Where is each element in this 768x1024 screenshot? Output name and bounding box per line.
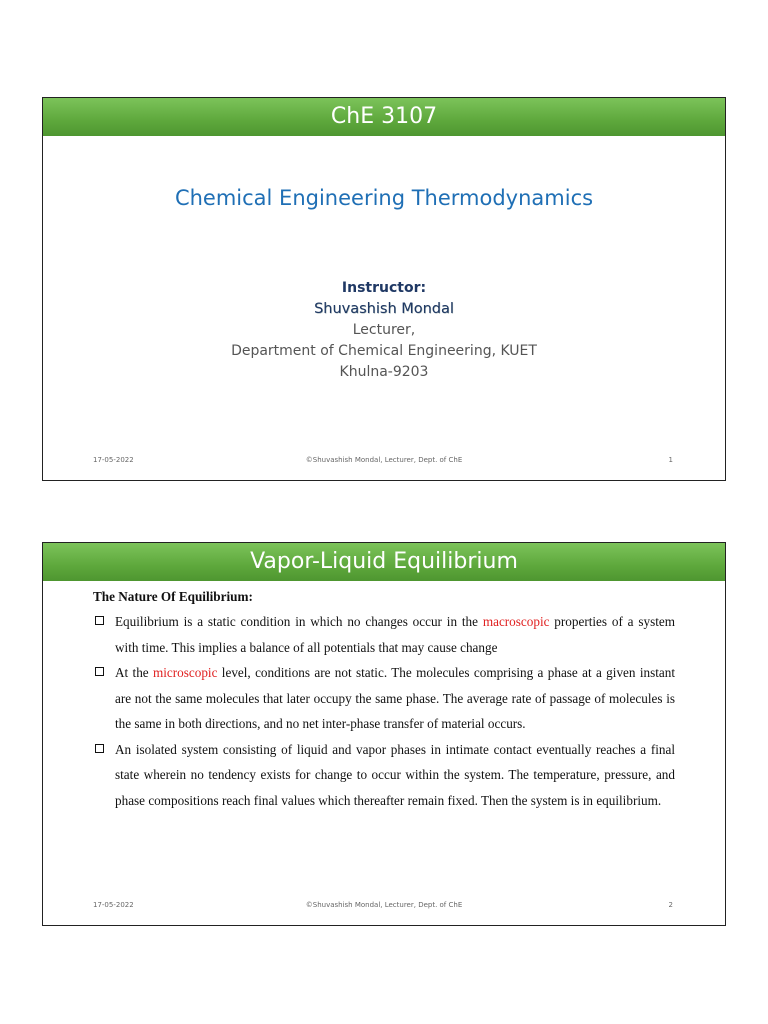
footer-credit: ©Shuvashish Mondal, Lecturer, Dept. of ChE — [305, 456, 463, 464]
footer-date: 17-05-2022 — [93, 901, 134, 909]
slide-2-content — [93, 587, 675, 813]
bullet-item — [93, 660, 675, 737]
footer-page-number: 1 — [668, 456, 673, 464]
slide-1-footer — [43, 456, 725, 470]
slide-2-title: Vapor-Liquid Equilibrium — [43, 543, 725, 581]
slide-1-title: ChE 3107 — [43, 98, 725, 136]
bullet-1-text-b: properties of a system with time. This implies a balance of all potentials that may cause change — [115, 614, 675, 655]
bullet-3-text: An isolated system consisting of liquid and vapor phases in intimate contact eventually reaches a final state wherein no tendency exists for change to occur within the system. The temperature, pressure, and phase compositions reach final values which thereafter remain fixed. Then the system is in equilibrium. — [115, 741, 675, 808]
slide-2 — [42, 542, 726, 926]
instructor-info — [43, 278, 725, 383]
bullet-item — [93, 609, 675, 660]
bullet-item — [93, 737, 675, 814]
footer-page-number: 2 — [668, 901, 673, 909]
bullet-2-text-a: At the — [115, 665, 153, 680]
course-subtitle: Chemical Engineering Thermodynamics — [174, 186, 594, 210]
footer-credit: ©Shuvashish Mondal, Lecturer, Dept. of ChE — [305, 901, 463, 909]
footer-date: 17-05-2022 — [93, 456, 134, 464]
bullet-list — [93, 609, 675, 813]
instructor-location: Khulna-9203 — [339, 364, 429, 380]
instructor-position: Lecturer, — [352, 322, 416, 338]
section-heading: The Nature Of Equilibrium: — [93, 589, 253, 604]
checkbox-bullet-icon — [95, 667, 104, 676]
checkbox-bullet-icon — [95, 744, 104, 753]
bullet-2-highlight: microscopic — [153, 665, 218, 680]
bullet-1-text-a: Equilibrium is a static condition in which no changes occur in the — [115, 614, 483, 629]
instructor-name: Shuvashish Mondal — [314, 301, 454, 317]
bullet-2-text-b: level, conditions are not static. The molecules comprising a phase at a given instant are not the same molecules that later occupy the same phase. The average rate of passage of molecules is the same in both directions, and no net inter-phase transfer of material occurs. — [115, 665, 675, 731]
slide-1 — [42, 97, 726, 481]
bullet-1-highlight: macroscopic — [482, 614, 550, 629]
checkbox-bullet-icon — [95, 616, 104, 625]
slide-2-footer — [43, 901, 725, 915]
instructor-department: Department of Chemical Engineering, KUET — [231, 343, 537, 359]
instructor-label: Instructor: — [341, 280, 427, 296]
